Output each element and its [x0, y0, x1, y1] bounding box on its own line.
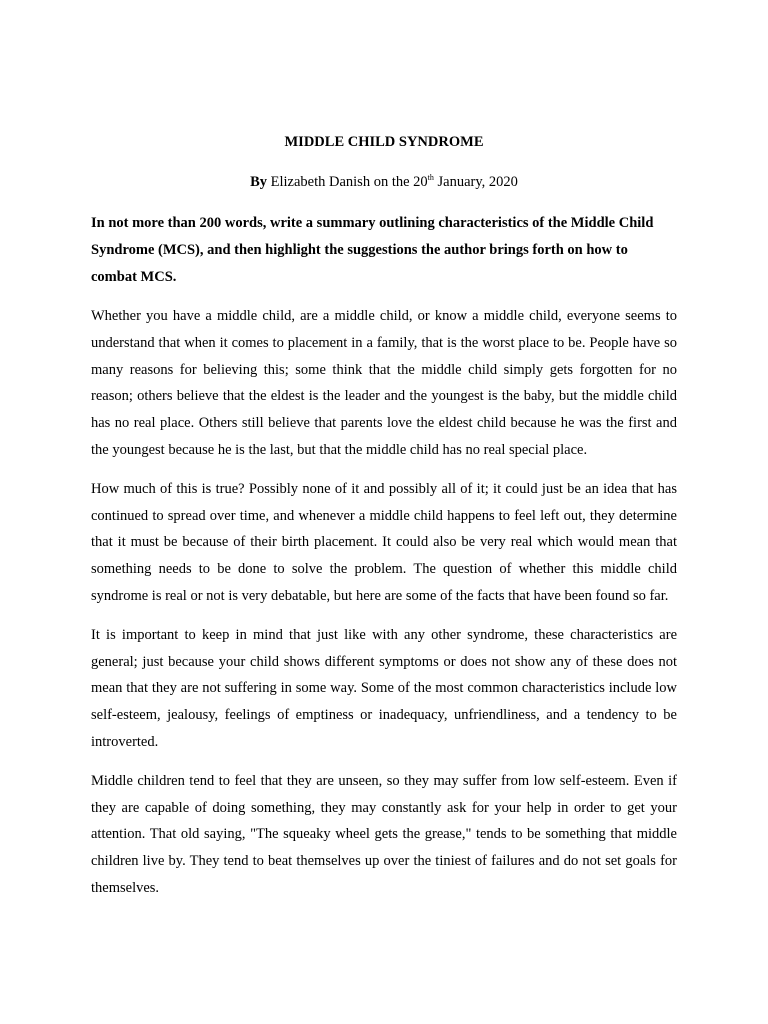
byline — [91, 172, 677, 192]
assignment-prompt: In not more than 200 words, write a summary outlining characteristics of the Middle Child Syndrome (MCS), and then highlight the suggestions the author brings forth on how to combat MCS. — [91, 215, 654, 285]
paragraph-1: Whether you have a middle child, are a middle child, or know a middle child, everyone seems to understand that when it comes to placement in a family, that is the worst place to be. People have so many reasons for believing this; some think that the middle child simply gets forgotten for no reason; others believe that the eldest is the leader and the youngest is the baby, but the middle child has no real place. Others still believe that parents love the eldest child because he was the first and the youngest because he is the last, but that the middle child has no real special place. — [91, 308, 677, 458]
byline-by-label: By — [250, 174, 267, 190]
paragraph-4: Middle children tend to feel that they are unseen, so they may suffer from low self-esteem. Even if they are capable of doing something, they may constantly ask for your help in order to get your attention. That old saying, "The squeaky wheel gets the grease," tends to be something that middle children live by. They tend to beat themselves up over the tiniest of failures and do not set goals for themselves. — [91, 772, 677, 896]
byline-author: Elizabeth Danish on the 20 — [266, 174, 428, 190]
paragraph-3: It is important to keep in mind that just like with any other syndrome, these characteristics are general; just because your child shows different symptoms or does not show any of these does not mean that they are not suffering in some way. Some of the most common characteristics include low self-esteem, jealousy, feelings of emptiness or inadequacy, unfriendliness, and a tendency to be introverted. — [91, 626, 677, 750]
byline-date: January, 2020 — [433, 174, 518, 190]
document-body — [91, 132, 677, 914]
paragraph-2: How much of this is true? Possibly none of it and possibly all of it; it could just be an idea that has continued to spread over time, and whenever a middle child happens to feel left out, they determine that it must be because of their birth placement. It could also be very real which would mean that something needs to be done to solve the problem. The question of whether this middle child syndrome is real or not is very debatable, but here are some of the facts that have been found so far. — [91, 480, 677, 604]
document-title: MIDDLE CHILD SYNDROME — [284, 134, 484, 150]
byline-date-superscript: th — [427, 173, 434, 182]
